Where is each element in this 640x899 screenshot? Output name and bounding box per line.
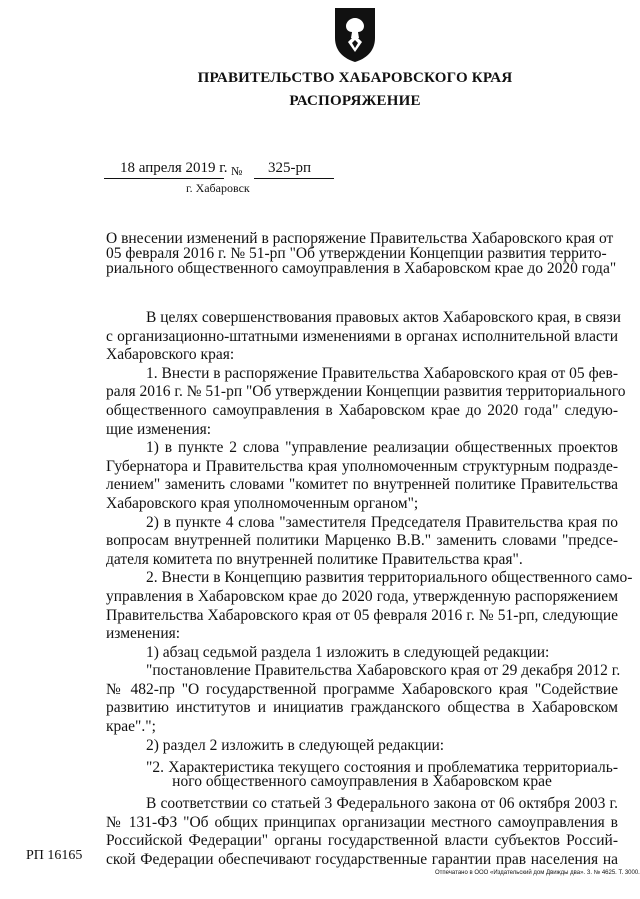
- body-line: 1) в пункте 2 слова "управление реализации общественных проектов: [146, 439, 618, 457]
- document-body: [106, 309, 633, 870]
- body-line: управления в Хабаровском крае до 2020 года, утвержденную распоряжением: [106, 587, 618, 605]
- document-code: РП 16165: [26, 848, 83, 863]
- subject-line: О внесении изменений в распоряжение Правительства Хабаровского края от: [106, 230, 614, 247]
- body-line: Хабаровского края уполномоченным органом";: [106, 494, 419, 512]
- body-line: "постановление Правительства Хабаровского края от 29 декабря 2012 г.: [146, 662, 621, 680]
- body-line: Российской Федерации" органы государственной власти субъектов Россий-: [106, 832, 618, 850]
- body-line: 2) раздел 2 изложить в следующей редакции:: [146, 736, 445, 754]
- document-city: г. Хабаровск: [186, 181, 250, 195]
- subject-line: риального общественного самоуправления в Хабаровском крае до 2020 года": [106, 260, 617, 277]
- body-line: общественного самоуправления в Хабаровском крае до 2020 года" следую-: [106, 401, 618, 419]
- body-line: с организационно-штатными изменениями в органах исполнительной власти: [106, 327, 618, 345]
- body-line: Губернатора и Правительства края уполномоченным структурным подразде-: [106, 457, 618, 475]
- body-line: 2. Внести в Концепцию развития территориального общественного само-: [146, 569, 633, 587]
- body-line: щие изменения:: [106, 420, 212, 438]
- number-sign: №: [231, 164, 243, 178]
- document-type: РАСПОРЯЖЕНИЕ: [289, 93, 421, 109]
- document-details: [104, 160, 344, 200]
- subject-line: 05 февраля 2016 г. № 51-рп "Об утверждении Концепции развития террито-: [106, 245, 607, 262]
- document-date: 18 апреля 2019 г.: [120, 160, 228, 176]
- body-line: № 482-пр "О государственной программе Хабаровского края "Содействие: [106, 680, 618, 698]
- body-line: 1. Внести в распоряжение Правительства Хабаровского края от 05 фев-: [146, 364, 618, 382]
- coat-of-arms-icon: [330, 4, 380, 64]
- number-underline: [254, 178, 334, 179]
- section-heading-line: "2. Характеристика текущего состояния и проблематика территориаль-: [146, 759, 618, 777]
- body-line: 2) в пункте 4 слова "заместителя Председателя Правительства края по: [146, 513, 618, 531]
- body-line: вопросам внутренней политики Марценко В.В." заменить словами "предсе-: [106, 532, 618, 550]
- body-line: развитию институтов и инициатив гражданского общества в Хабаровском: [106, 699, 618, 717]
- document-number: 325-рп: [268, 160, 312, 176]
- body-line: дателя комитета по внутренней политике Правительства края".: [106, 550, 523, 568]
- document-subject: [106, 231, 618, 276]
- body-line: ской Федерации обеспечивают государственные гарантии прав населения на: [106, 851, 618, 869]
- body-line: Правительства Хабаровского края от 05 февраля 2016 г. № 51-рп, следующие: [106, 606, 618, 624]
- body-line: В целях совершенствования правовых актов Хабаровского края, в связи: [146, 309, 621, 326]
- body-line: В соответствии со статьей 3 Федерального закона от 06 октября 2003 г.: [146, 795, 618, 813]
- section-heading-line: ного общественного самоуправления в Хабаровском крае: [172, 773, 552, 791]
- print-note: Отпечатано в ООО «Издательский дом Движды два». З. № 4625. Т. 3000.: [435, 870, 640, 876]
- body-line: раля 2016 г. № 51-рп "Об утверждении Концепции развития территориального: [106, 383, 626, 401]
- date-underline: [104, 178, 224, 179]
- body-line: лением" заменить словами "комитет по внутренней политике Правительства: [106, 476, 618, 494]
- government-title: ПРАВИТЕЛЬСТВО ХАБАРОВСКОГО КРАЯ: [197, 70, 513, 86]
- body-line: изменения:: [106, 625, 181, 643]
- body-line: 1) абзац седьмой раздела 1 изложить в следующей редакции:: [146, 643, 550, 661]
- body-line: Хабаровского края:: [106, 346, 235, 364]
- body-line: крае".";: [106, 718, 156, 736]
- body-line: № 131-ФЗ "Об общих принципах организации местного самоуправления в: [106, 813, 618, 831]
